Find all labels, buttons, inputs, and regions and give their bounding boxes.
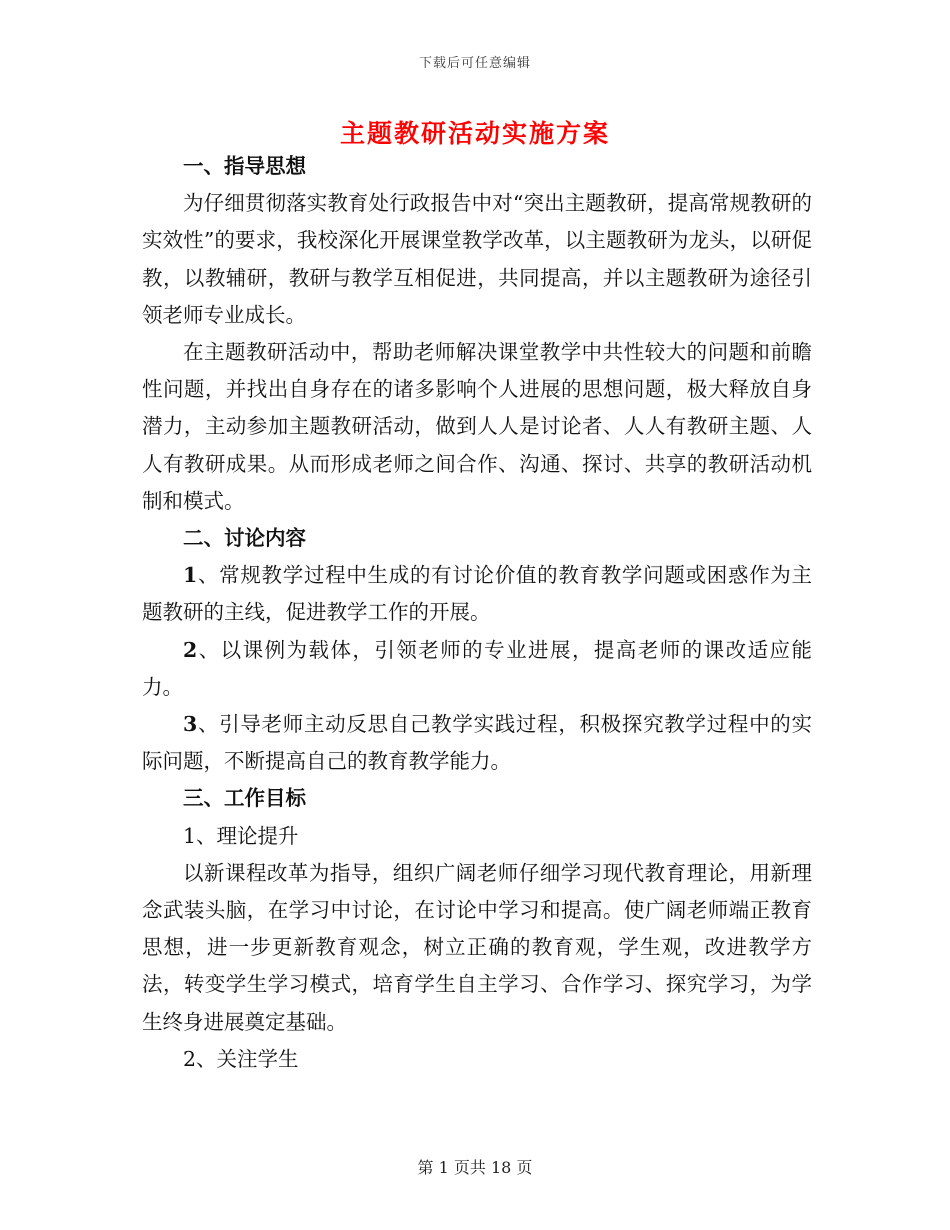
list-item — [142, 632, 812, 706]
paragraph: 为仔细贯彻落实教育处行政报告中对“突出主题教研，提高常规教研的实效性”的要求，我校深化开展课堂教学改革，以主题教研为龙头，以研促教，以教辅研，教研与教学互相促进，共同提高，并以主题教研为途径引领老师专业成长。 — [142, 191, 812, 327]
list-item-text: 、引导老师主动反思自己教学实践过程，积极探究教学过程中的实际问题，不断提高自己的教育教学能力。 — [142, 712, 812, 774]
paragraph: 以新课程改革为指导，组织广阔老师仔细学习现代教育理论，用新理念武装头脑，在学习中讨论，在讨论中学习和提高。使广阔老师端正教育思想，进一步更新教育观念，树立正确的教育观，学生观，改进教学方法，转变学生学习模式，培育学生自主学习、合作学习、探究学习，为学生终身进展奠定基础。 — [142, 860, 812, 1034]
paragraph: 在主题教研活动中，帮助老师解决课堂教学中共性较大的问题和前瞻性问题，并找出自身存在的诸多影响个人进展的思想问题，极大释放自身潜力，主动参加主题教研活动，做到人人是讨论者、人人有教研主题、人人有教研成果。从而形成老师之间合作、沟通、探讨、共享的教研活动机制和模式。 — [142, 340, 812, 513]
section-heading-work-goals: 三、工作目标 — [183, 786, 306, 811]
list-item-number: 2 — [183, 637, 198, 662]
list-item-number: 1 — [183, 563, 198, 588]
list-item-number: 3 — [183, 712, 198, 737]
list-item — [142, 706, 812, 780]
subheading-focus-on-students: 2、关注学生 — [183, 1046, 299, 1071]
page-header: 下载后可任意编辑 — [418, 56, 531, 71]
list-item-text: 、以课例为载体，引领老师的专业进展，提高老师的课改适应能力。 — [142, 637, 812, 699]
subheading-theory-improvement: 1、理论提升 — [183, 823, 299, 848]
page-footer: 第 1 页共 18 页 — [417, 1158, 533, 1177]
section-heading-research-content: 二、讨论内容 — [183, 526, 306, 551]
list-item — [142, 557, 812, 631]
document-body — [142, 148, 812, 1078]
document-title: 主题教研活动实施方案 — [339, 119, 610, 148]
section-heading-guiding-thought: 一、指导思想 — [183, 154, 306, 178]
list-item-text: 、常规教学过程中生成的有讨论价值的教育教学问题或困惑作为主题教研的主线，促进教学工作的开展。 — [142, 563, 812, 625]
